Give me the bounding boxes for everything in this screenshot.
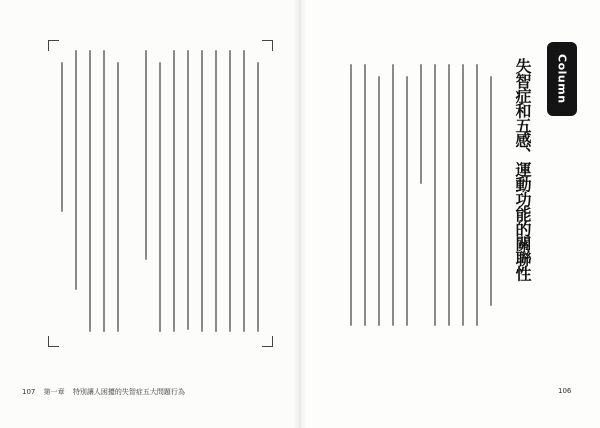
right-page-footer <box>558 387 571 395</box>
chapter-label: 第一章 <box>43 388 65 396</box>
text-line <box>476 64 478 326</box>
text-line <box>420 64 422 184</box>
column-title: 失智症和五感、運動功能的關聯性 <box>513 58 532 281</box>
text-line <box>490 76 492 306</box>
text-line <box>243 50 245 332</box>
text-line <box>448 64 450 326</box>
text-line <box>215 50 217 332</box>
text-line <box>462 64 464 326</box>
text-line <box>145 50 147 260</box>
text-line <box>229 50 231 332</box>
book-gutter <box>294 0 306 428</box>
text-line <box>201 50 203 332</box>
text-line <box>434 64 436 326</box>
column-tab <box>547 42 577 116</box>
left-page-footer <box>22 387 191 397</box>
text-line <box>103 50 105 332</box>
text-line <box>187 50 189 330</box>
text-line <box>173 50 175 332</box>
frame-corner-bottom-left <box>48 336 59 347</box>
text-line <box>117 62 119 332</box>
text-line <box>350 64 352 326</box>
frame-corner-top-left <box>48 40 59 51</box>
right-page-number: 106 <box>558 387 572 395</box>
text-line <box>257 62 259 332</box>
text-line <box>61 62 63 212</box>
left-page-number: 107 <box>22 388 36 396</box>
frame-corner-top-right <box>262 40 273 51</box>
column-tab-label: Column <box>555 54 569 104</box>
text-line <box>378 76 380 326</box>
text-line <box>159 62 161 332</box>
chapter-title: 特別讓人困擾的失智症五大問題行為 <box>72 388 185 396</box>
text-line <box>89 50 91 332</box>
text-line <box>364 64 366 326</box>
text-line <box>392 64 394 326</box>
text-line <box>75 50 77 290</box>
text-line <box>406 76 408 326</box>
frame-corner-bottom-right <box>262 336 273 347</box>
